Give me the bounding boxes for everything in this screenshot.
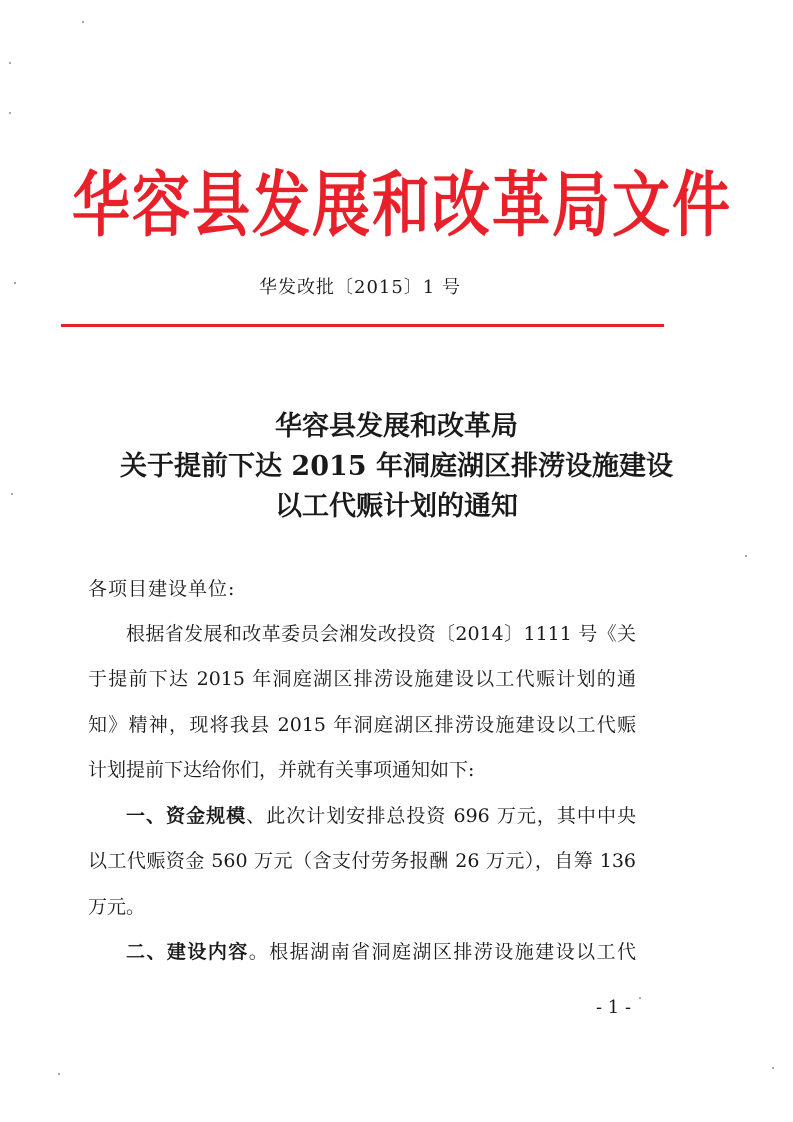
section-2-heading: 二、建设内容 — [126, 941, 249, 963]
intro-line-1: 根据省发展和改革委员会湘发改投资〔2014〕1111 号《关 — [126, 623, 636, 645]
scan-speck — [639, 997, 641, 999]
notice-title-line-3: 以工代赈计划的通知 — [275, 491, 518, 522]
notice-title-line-1: 华容县发展和改革局 — [275, 411, 518, 442]
scan-speck — [58, 1073, 60, 1075]
section-1-line-3: 万元。 — [88, 896, 146, 918]
document-number: 华发改批〔2015〕1 号 — [259, 277, 461, 298]
scan-speck — [9, 62, 11, 64]
page-number: - 1 - — [596, 997, 632, 1018]
notice-title-line-2: 关于提前下达 2015 年洞庭湖区排涝设施建设 — [120, 451, 673, 482]
section-2-text: 。根据湖南省洞庭湖区排涝设施建设以工代 — [248, 941, 636, 963]
intro-line-2: 于提前下达 2015 年洞庭湖区排涝设施建设以工代赈计划的通 — [88, 668, 636, 690]
scan-speck — [11, 493, 13, 495]
notice-title — [0, 407, 793, 527]
issuing-agency-header: 华容县发展和改革局文件 — [72, 163, 733, 247]
salutation: 各项目建设单位: — [88, 578, 236, 600]
scan-speck — [14, 282, 16, 284]
section-2-line-1 — [126, 937, 636, 967]
intro-line-3: 知》精神，现将我县 2015 年洞庭湖区排涝设施建设以工代赈 — [88, 714, 636, 736]
section-1-line-1 — [126, 801, 636, 831]
intro-line-4: 计划提前下达给你们，并就有关事项通知如下: — [88, 759, 475, 781]
section-1-text: 、此次计划安排总投资 696 万元，其中中央 — [246, 805, 636, 827]
section-1-line-2: 以工代赈资金 560 万元（含支付劳务报酬 26 万元），自筹 136 — [88, 850, 636, 872]
scan-speck — [745, 555, 747, 557]
section-1-heading: 一、资金规模 — [126, 805, 247, 827]
red-divider-line — [61, 324, 664, 327]
scan-speck — [772, 1067, 774, 1069]
scan-speck — [82, 21, 84, 23]
scan-speck — [9, 112, 11, 114]
